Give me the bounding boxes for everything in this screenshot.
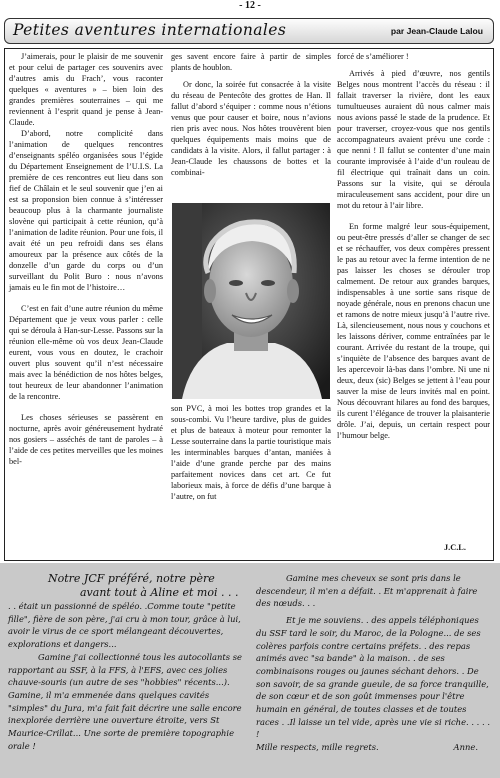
tribute-closing bbox=[256, 741, 492, 754]
tribute-title-line-2: avant tout à Aline et moi . . . bbox=[80, 586, 239, 599]
paragraph: Arrivés à pied d’œuvre, nos gentils Belges nous montrent l’accès du réseau : il fallait traverser la rivière, dont les eaux tumultueuses auraient dû nous calmer mais nous avions passé le stade de la prudence. Et pour traverser, croyez-vous que nos gentils accompagnateurs avaient prévu une corde : que nenni ! Il fallut se contenter d’une main courante improvisée à l’aide d’un rouleau de fil électrique qui traînait dans un coin. Passons sur la visite, qui se déroula miraculeusement sans accident, pour dire un mot du retour à l’air libre. bbox=[337, 69, 490, 210]
page-number: - 12 - bbox=[239, 0, 261, 11]
paragraph: J’aimerais, pour le plaisir de me souvenir et pour celui de partager ces souvenirs avec d’autres amis du Frach’, vous raconter quelques « aventures » – bien loin des grandes premières souterraines – qui me reviennent à l’esprit quand je pense à Jean-Claude. bbox=[9, 52, 163, 127]
article-column-2-continued bbox=[171, 403, 331, 502]
article-column-2 bbox=[171, 51, 331, 178]
paragraph: Les choses sérieuses se passèrent en nocturne, après avoir généreusement hydraté nos gosiers – asséchés de tant de paroles – à l’aide de ces petites merveilles que les moines bel- bbox=[9, 413, 163, 466]
portrait-image bbox=[172, 203, 330, 399]
tribute-closing-text: Mille respects, mille regrets. bbox=[256, 742, 379, 753]
article-title: Petites aventures internationales bbox=[13, 21, 287, 39]
article-column-3 bbox=[337, 51, 490, 441]
tribute-paragraph: Gamine j'ai collectionné tous les autocollants se rapportant au SSF, à la FFS, à l'EFS, avec ces jolies chauve-souris (un autre de ses "hobbies" récents...). Gamine, il m'a emmenée dans quelques cavités "simples" du Jura, m'a fait fait décrire une salle encore inexplorée derrière une ouverture étroite, vers St Maurice-Crillat... Une sorte de première topographie orale ! bbox=[8, 651, 242, 751]
paragraph: Or donc, la soirée fut consacrée à la visite du réseau de Pentecôte des grottes de Han. Il fallut d’abord s’équiper : comme nous n’étions venus que pour causer et boire, nous n’avions rien pris avec nous. Nos hôtes trouvèrent bien quelques équipements mais moins que de candidats à la visite. Alors, il fallut partager : à Jean-Claude les chaussons de bottes et la combinai- bbox=[171, 80, 331, 177]
tribute-right-column bbox=[256, 572, 492, 754]
paragraph: C’est en fait d’une autre réunion du même Département que je veux vous parler : celle qui se déroula à Han-sur-Lesse. Passons sur la réunion elle-même où vos deux Jean-Claude eurent, vous vous en doutez, le crachoir ouvert plus souvent qu’il n’est nécessaire mais avec la bénédiction de nos hôtes belges, tout heureux de leur abandonner l’animation de la rencontre. bbox=[9, 304, 163, 401]
portrait-photo bbox=[172, 203, 330, 399]
article-signature: J.C.L. bbox=[444, 543, 466, 552]
tribute-left-column bbox=[8, 572, 246, 752]
paragraph: D’abord, notre complicité dans l’animation de quelques rencontres d’enseignants spéléo organisées sous l’égide du Département Enseignement de l’U.I.S. La première de ces rencontres eut lieu dans son fief de Châlain et le seul souvenir que j’en ai est sa proponsion bien connue à s’intéresser beaucoup plus à la charmante journaliste slovène qui participait à cette réunion, qu’à l’animation de ladite réunion. Pour une fois, il avait été un peu refroidi dans ses élans amoureux par la présence aux côtés de la donzelle d’un garde du corps ou d’un surveillant du Polit Buro : nous n’avons jamais eu le fin mot de l’histoire… bbox=[9, 129, 163, 292]
tribute-title-line-1: Notre JCF préféré, notre père bbox=[48, 572, 215, 585]
tribute-signature: Anne. bbox=[453, 742, 478, 753]
tribute-paragraph: Gamine mes cheveux se sont pris dans le descendeur, il m'en a défait. . Et m'apprenait à faire des nœuds. . . bbox=[256, 573, 478, 609]
article-column-1 bbox=[9, 51, 163, 467]
paragraph: ges savent encore faire à partir de simples plants de houblon. bbox=[171, 52, 331, 72]
tribute-paragraph: Et je me souviens. . des appels téléphoniques du SSF tard le soir, du Maroc, de la Pologne... de ses colères parfois contre certains préfets. . des repas animés avec "sa bande" à la maison. . de ses combinaisons rouges ou jaunes séchant dehors. . De son savoir, de sa grande gueule, de sa force tranquille, de son cœur et de son goût immenses pour l'être humain en général, de toutes classes et de toutes races . .Il laisse un tel vide, après une vie si riche. . . . . ! bbox=[256, 615, 490, 740]
paragraph: son PVC, à moi les bottes trop grandes et la sous-combi. Vu l’heure tardive, plus de guides et plus de bateaux à moteur pour remonter la Lesse souterraine dans la partie touristique mais les interminables barques d’antan, maniées à l’aide d’une grande perche par des mains parfaitement novices dans cet art. Ce fut laborieux mais, à force de défis d’une barque à l’autre, on fut bbox=[171, 404, 331, 501]
paragraph: En forme malgré leur sous-équipement, ou peut-être pressés d’aller se changer de sec et se réchauffer, vos deux compères pressent le pas au retour avec la ferme intention de ne pas laisser les choses se dérouler trop calmement. De retour aux grandes barques, indispensables à une sortie sans risque de noyade générale, nous en prenons chacun une et ramons de notre mieux jusqu’à l’autre rive. Là, silencieusement, nous nous y couchons et les laissons dériver, comme entraînées par le courant. Arrivée du restant de la troupe, qui s’inquiète de l’absence des barques avant de les apercevoir là-bas dans l’ombre. Ni une ni deux, deux (sic) Belges se jettent à l’eau pour sauver la mise de leurs invités mal en point. Nous découvrant hilares au fond des barques, ils curent l’élégance de trouver la plaisanterie drôle. J’ai, depuis, un certain respect pour l’humour belge. bbox=[337, 222, 490, 440]
byline: par Jean-Claude Lalou bbox=[390, 26, 483, 36]
title-banner bbox=[4, 18, 494, 44]
paragraph: forcé de s’améliorer ! bbox=[337, 52, 409, 61]
tribute-paragraph: . . était un passionné de spéléo. .Comme toute "petite fille", fière de son père, j'ai cru à mon tour, grâce à lui, avoir le virus de ce sport mélangeant découvertes, explorations et dangers... bbox=[8, 601, 241, 650]
